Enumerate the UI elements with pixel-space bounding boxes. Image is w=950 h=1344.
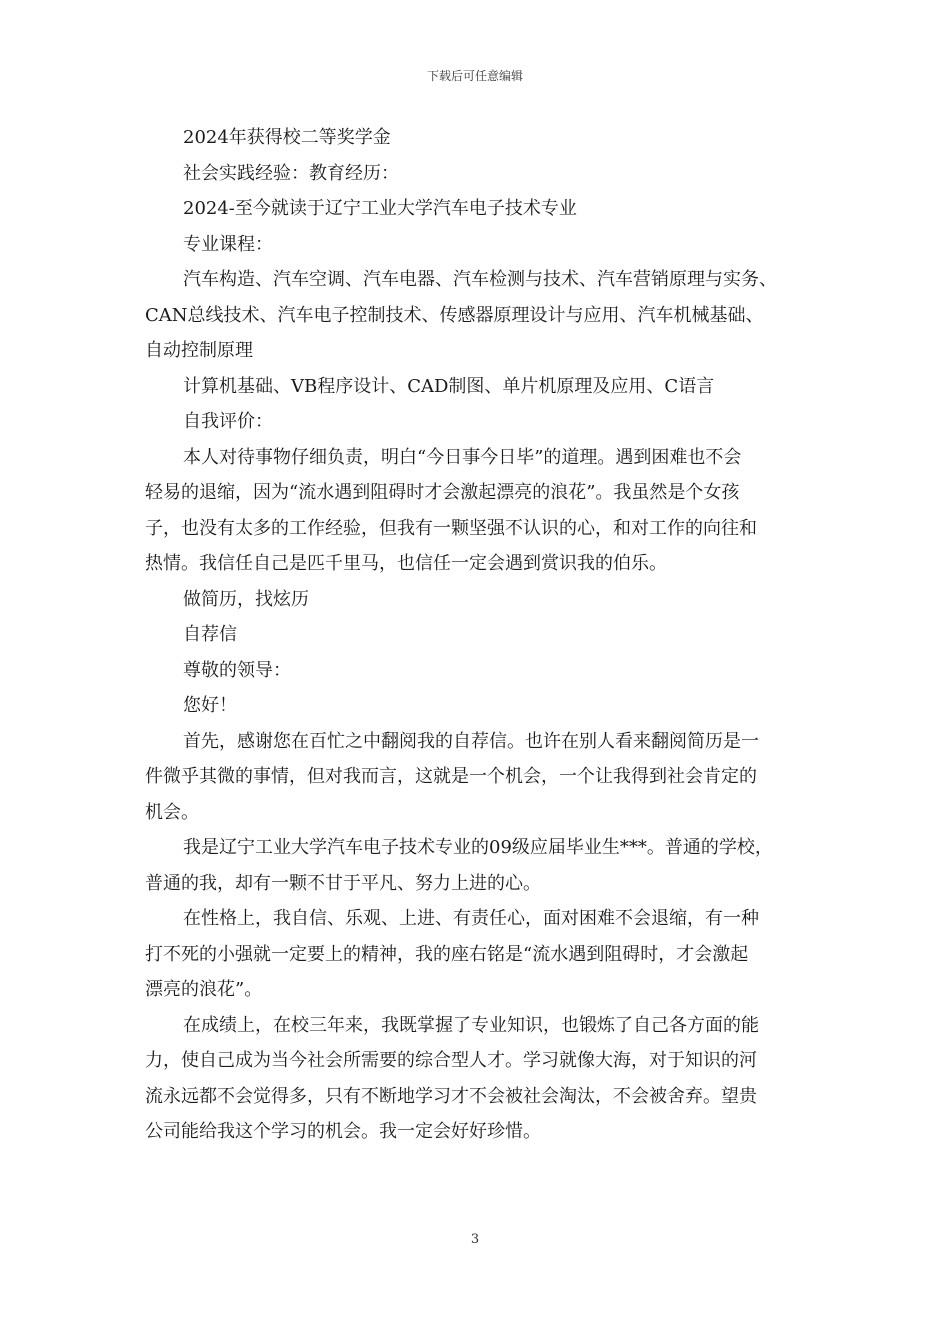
text-line: 漂亮的浪花”。 (145, 979, 263, 1000)
text-line: 汽车构造、汽车空调、汽车电器、汽车检测与技术、汽车营销原理与实务、 (183, 269, 777, 290)
text-line: 您好！ (183, 695, 237, 716)
page-number: 3 (470, 1232, 480, 1247)
text-line: 公司能给我这个学习的机会。我一定会好好珍惜。 (145, 1121, 541, 1142)
text-line: 本人对待事物仔细负责，明白“今日事今日毕”的道理。遇到困难也不会 (183, 446, 742, 468)
text-line: 件微乎其微的事情，但对我而言，这就是一个机会，一个让我得到社会肯定的 (145, 766, 757, 787)
text-line: 热情。我信任自己是匹千里马，也信任一定会遇到赏识我的伯乐。 (145, 553, 667, 574)
document-body (145, 120, 807, 1150)
page-header: 下载后可任意编辑 (426, 69, 523, 83)
text-line: 力，使自己成为当今社会所需要的综合型人才。学习就像大海，对于知识的河 (145, 1050, 757, 1071)
text-line: 机会。 (145, 801, 199, 823)
text-line: 计算机基础、VB程序设计、CAD制图、单片机原理及应用、C语言 (183, 375, 715, 397)
text-line: 2024-至今就读于辽宁工业大学汽车电子技术专业 (183, 198, 577, 219)
text-line: 尊敬的领导： (183, 659, 291, 681)
text-line: 在性格上，我自信、乐观、上进、有责任心，面对困难不会退缩，有一种 (183, 908, 759, 929)
text-line: 自我评价： (183, 411, 273, 432)
text-line: 子，也没有太多的工作经验，但我有一颗坚强不认识的心，和对工作的向往和 (145, 517, 757, 539)
text-line: 轻易的退缩，因为“流水遇到阻碍时才会激起漂亮的浪花”。我虽然是个女孩 (145, 482, 740, 503)
text-line: 流永远都不会觉得多，只有不断地学习才不会被社会淘汰，不会被舍弃。望贵 (145, 1085, 757, 1107)
text-line: 社会实践经验：教育经历： (183, 162, 399, 184)
text-line: 我是辽宁工业大学汽车电子技术专业的09级应届毕业生***。普通的学校， (183, 837, 773, 858)
text-line: 自动控制原理 (145, 340, 253, 361)
text-line: 2024年获得校二等奖学金 (183, 127, 391, 148)
text-line: 在成绩上，在校三年来，我既掌握了专业知识，也锻炼了自己各方面的能 (183, 1014, 759, 1036)
text-line: 普通的我，却有一颗不甘于平凡、努力上进的心。 (145, 872, 541, 894)
text-line: 做简历，找炫历 (183, 588, 309, 610)
text-line: 自荐信 (183, 624, 237, 645)
text-line: CAN总线技术、汽车电子控制技术、传感器原理设计与应用、汽车机械基础、 (145, 304, 764, 326)
text-line: 首先，感谢您在百忙之中翻阅我的自荐信。也许在别人看来翻阅简历是一 (183, 730, 759, 752)
text-line: 打不死的小强就一定要上的精神，我的座右铭是“流水遇到阻碍时，才会激起 (145, 943, 749, 965)
text-line: 专业课程： (183, 233, 273, 255)
